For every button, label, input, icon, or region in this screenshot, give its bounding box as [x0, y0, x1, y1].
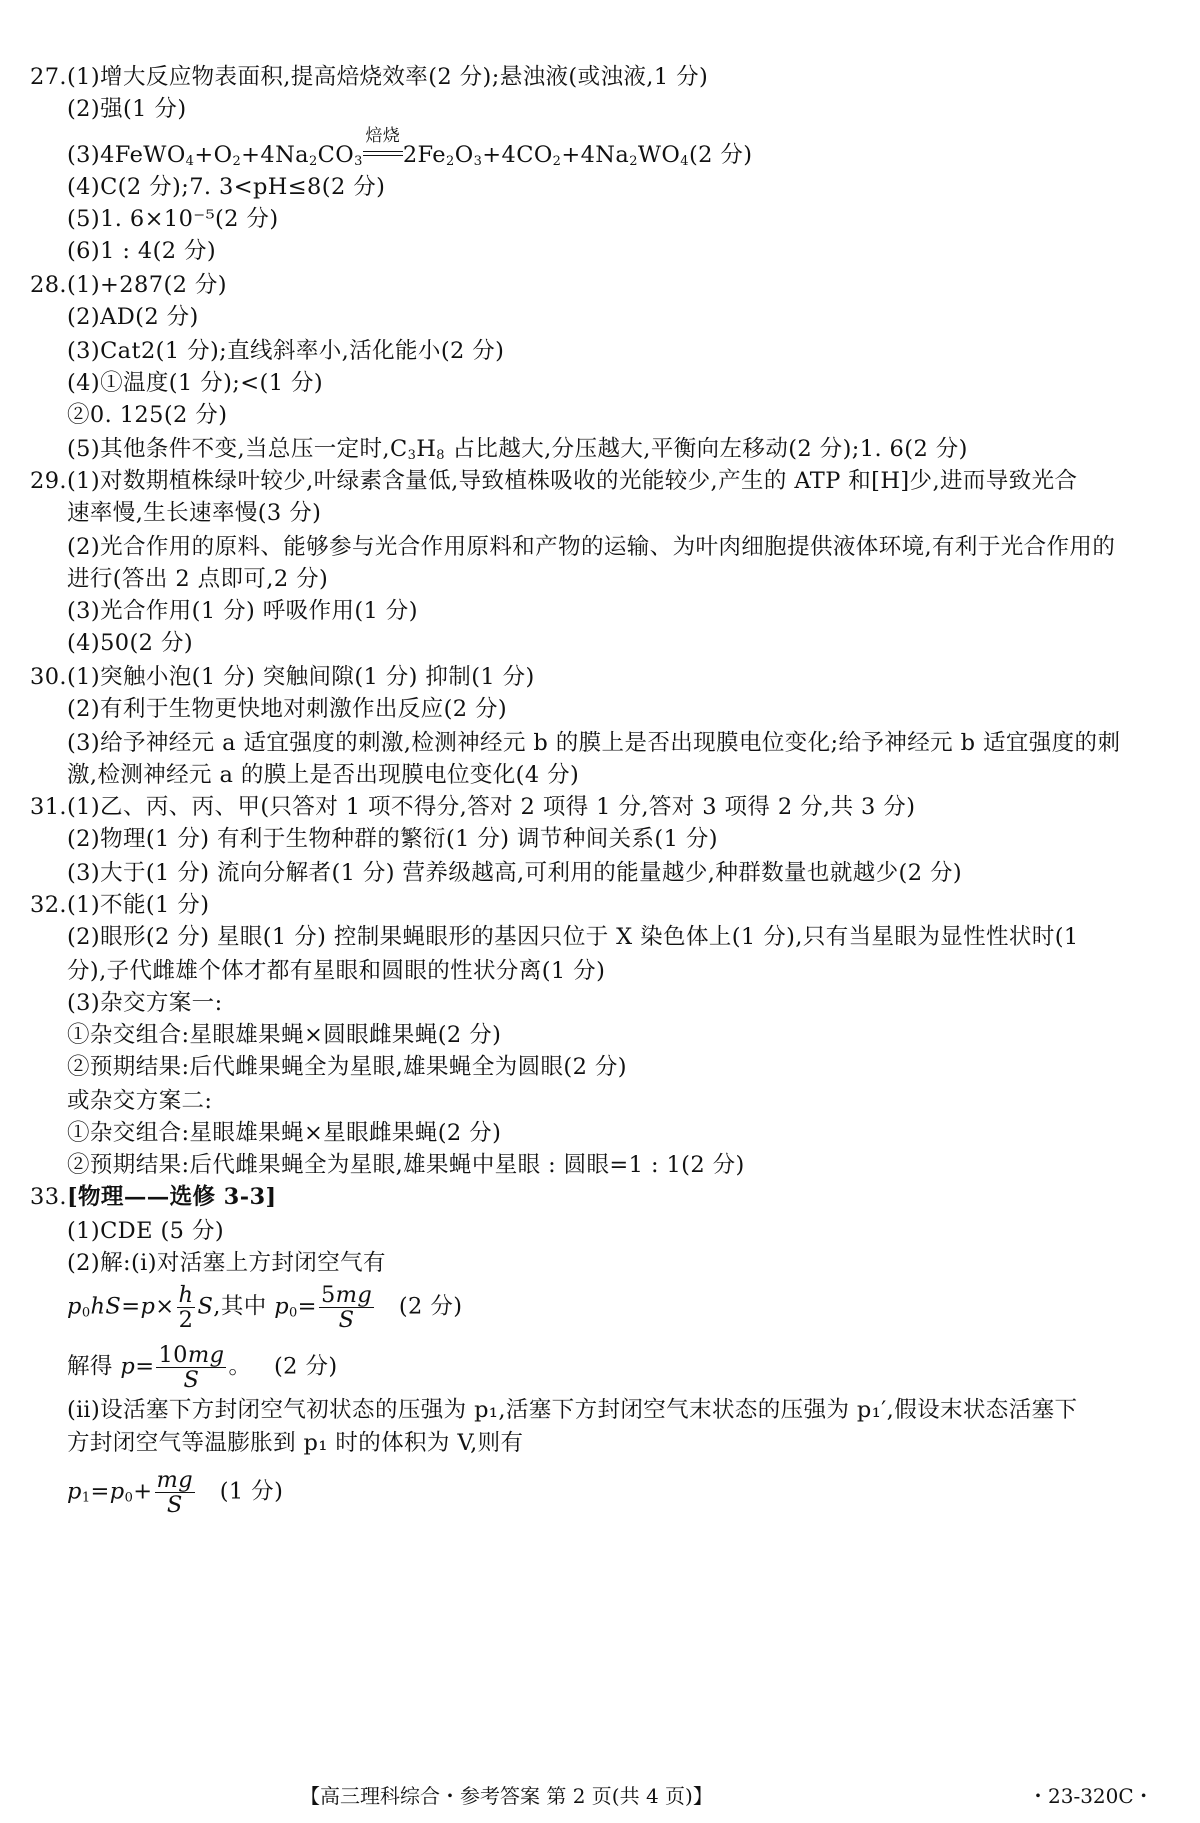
q29-line-4: (4)50(2 分)	[67, 630, 194, 656]
q29-line-1: 29.(1)对数期植株绿叶较少,叶绿素含量低,导致植株吸收的光能较少,产生的 ATP 和[H]少,进而导致光合	[30, 468, 1078, 494]
q32-line-3a: ①杂交组合:星眼雄果蝇×圆眼雌果蝇(2 分)	[67, 1022, 502, 1048]
q28-5-part-c: 占比越大,分压越大,平衡向左移动(2 分);1. 6(2 分)	[444, 436, 968, 462]
q27-line-2: (2)强(1 分)	[67, 96, 187, 122]
q28-line-2: (2)AD(2 分)	[67, 304, 199, 330]
q30-line-1: 30.(1)突触小泡(1 分) 突触间隙(1 分) 抑制(1 分)	[30, 664, 535, 690]
q33-title: [物理——选修 3-3]	[66, 1184, 277, 1210]
footer-title: 【高三理科综合・参考答案 第 2 页(共 4 页)】	[300, 1784, 713, 1808]
q32-line-2-cont: 分),子代雌雄个体才都有星眼和圆眼的性状分离(1 分)	[67, 958, 606, 984]
q27-line-1: 27.(1)增大反应物表面积,提高焙烧效率(2 分);悬浊液(或浊液,1 分)	[30, 64, 709, 90]
q29-line-2: (2)光合作用的原料、能够参与光合作用原料和产物的运输、为叶肉细胞提供液体环境,有利于光合作用的	[67, 534, 1116, 560]
q33-eq1-score: (2 分)	[398, 1293, 463, 1320]
q33-eq3-score: (1 分)	[219, 1478, 284, 1505]
q27-line-3-equation: $(3)4FeWO_4+O_2+4Na_2CO_3$ 焙烧 $2Fe_2O_3+4CO_2+4Na_2WO_4(2$ 分)	[67, 140, 752, 170]
q32-line-1: 32.(1)不能(1 分)	[30, 892, 210, 918]
q33-line-1: (1)CDE (5 分)	[67, 1218, 225, 1244]
q33-equation-2: 解得 p= $\frac{10mg}{S}$ 。 (2 分)	[67, 1342, 338, 1393]
q30-line-3: (3)给予神经元 a 适宜强度的刺激,检测神经元 b 的膜上是否出现膜电位变化;给予神经元 b 适宜强度的刺	[67, 730, 1121, 756]
q33-ii-line: (ⅱ)设活塞下方封闭空气初状态的压强为 p₁,活塞下方封闭空气末状态的压强为 p₁′,假设末状态活塞下	[67, 1397, 1078, 1423]
reaction-condition	[363, 126, 403, 170]
q29-line-2-cont: 进行(答出 2 点即可,2 分)	[67, 566, 329, 592]
q27-line-6: (6)1 : 4(2 分)	[67, 238, 217, 264]
q32-alt-a: ①杂交组合:星眼雄果蝇×星眼雌果蝇(2 分)	[67, 1120, 502, 1146]
q29-line-1-cont: 速率慢,生长速率慢(3 分)	[67, 500, 322, 526]
q32-alt-b: ②预期结果:后代雌果蝇全为星眼,雄果蝇中星眼 : 圆眼=1 : 1(2 分)	[67, 1152, 745, 1178]
q32-alt-heading: 或杂交方案二:	[67, 1088, 213, 1114]
footer-code: ・23-320C・	[1028, 1784, 1154, 1808]
q27-3-score: (2 分)	[688, 142, 753, 168]
q29-line-3: (3)光合作用(1 分) 呼吸作用(1 分)	[67, 598, 418, 624]
q30-line-3-cont: 激,检测神经元 a 的膜上是否出现膜电位变化(4 分)	[67, 762, 580, 788]
q27-line-5: (5)1. 6×10⁻⁵(2 分)	[67, 206, 279, 232]
q30-line-2: (2)有利于生物更快地对刺激作出反应(2 分)	[67, 696, 508, 722]
q28-5-part-a: (5)其他条件不变,当总压一定时,C	[67, 436, 408, 462]
q32-line-2: (2)眼形(2 分) 星眼(1 分) 控制果蝇眼形的基因只位于 X 染色体上(1 分),只有当星眼为显性性状时(1	[67, 924, 1079, 950]
q28-line-3: (3)Cat2(1 分);直线斜率小,活化能小(2 分)	[67, 338, 505, 364]
q32-line-3: (3)杂交方案一:	[67, 990, 223, 1016]
q28-line-5: (5)其他条件不变,当总压一定时$,C_3H_8$ 占比越大,分压越大,平衡向左移动(2 分);1. 6(2 分)	[67, 436, 968, 463]
q28-5-part-b: H	[416, 436, 437, 462]
q32-line-3b: ②预期结果:后代雌果蝇全为星眼,雄果蝇全为圆眼(2 分)	[67, 1054, 627, 1080]
q33-line-2: (2)解:(ⅰ)对活塞上方封闭空气有	[67, 1250, 386, 1276]
q28-line-1: 28.(1)+287(2 分)	[30, 272, 227, 298]
q28-line-4: (4)①温度(1 分);<(1 分)	[67, 370, 324, 396]
q31-line-2: (2)物理(1 分) 有利于生物种群的繁衍(1 分) 调节种间关系(1 分)	[67, 826, 718, 852]
q27-line-4: (4)C(2 分);7. 3<pH≤8(2 分)	[67, 174, 386, 200]
q33-solve-score: (2 分)	[274, 1353, 338, 1380]
q33-solve-label: 解得	[67, 1353, 113, 1380]
q27-3-label: (3)	[67, 142, 101, 168]
q31-line-3: (3)大于(1 分) 流向分解者(1 分) 营养级越高,可利用的能量越少,种群数量也就越少(2 分)	[67, 860, 963, 886]
q31-line-1: 31.(1)乙、丙、丙、甲(只答对 1 项不得分,答对 2 项得 1 分,答对 3 项得 2 分,共 3 分)	[30, 794, 916, 820]
q33-ii-line-cont: 方封闭空气等温膨胀到 p₁ 时的体积为 V,则有	[67, 1430, 524, 1456]
q28-line-4b: ②0. 125(2 分)	[67, 402, 228, 428]
q33-equation-1: $p_0hS=p\times$ $\frac{h}{2}$ S,其中 $p_0=$ $\frac{5mg}{S}$ (2 分)	[67, 1282, 463, 1333]
q33-heading	[30, 1182, 277, 1212]
condition-text: 焙烧	[365, 126, 401, 146]
q33-number: 33.	[30, 1184, 67, 1210]
q33-equation-3: $p_1=p_0+$ $\frac{mg}{S}$ (1 分)	[67, 1467, 284, 1518]
